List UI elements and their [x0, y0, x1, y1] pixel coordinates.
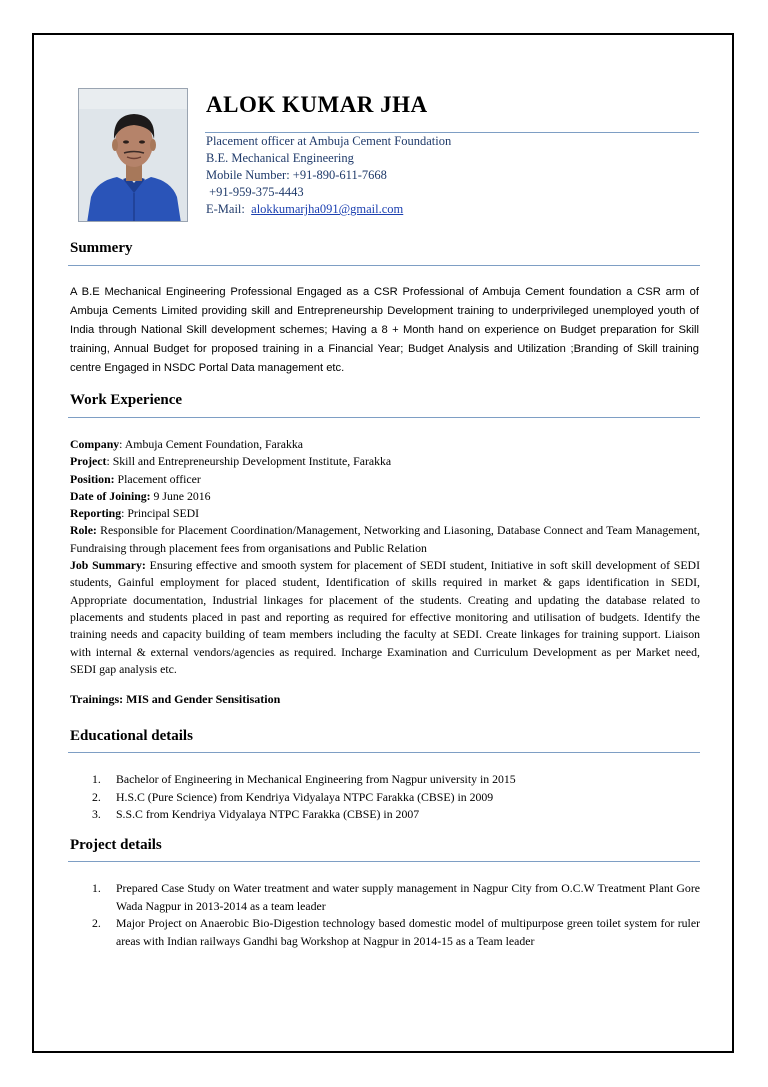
education-divider	[68, 752, 700, 753]
job-summary-label: Job Summary:	[70, 558, 146, 573]
candidate-name: ALOK KUMAR JHA	[206, 92, 428, 117]
list-number: 2.	[92, 916, 101, 930]
email-link[interactable]: alokkumarjha091@gmail.com	[251, 202, 404, 216]
project-item-text: Major Project on Anaerobic Bio-Digestion technology based domestic model of multipurpose green toilet system for ruler areas with Indian railways Gandhi bag Workshop at Nagpur in 2014-15 as a Team leader	[116, 916, 700, 948]
email-label: E-Mail:	[206, 202, 252, 216]
work-experience-divider	[68, 417, 700, 418]
list-number: 1.	[92, 772, 101, 786]
project-list	[70, 880, 700, 950]
company-line	[70, 436, 700, 453]
list-item	[92, 771, 700, 789]
project-label: Project	[70, 454, 107, 469]
position-line	[70, 471, 700, 488]
list-item	[92, 789, 700, 807]
profile-photo	[78, 88, 188, 222]
joining-date-label: Date of Joining:	[70, 488, 151, 503]
trainings-line: Trainings: MIS and Gender Sensitisation	[70, 692, 281, 706]
education-item-text: H.S.C (Pure Science) from Kendriya Vidyalaya NTPC Farakka (CBSE) in 2009	[116, 789, 494, 804]
job-summary-line	[70, 557, 700, 678]
current-position: Placement officer at Ambuja Cement Foundation	[206, 134, 452, 148]
project-details-heading: Project details	[70, 837, 162, 853]
email-row	[206, 201, 451, 218]
project-value: : Skill and Entrepreneurship Development Institute, Farakka	[106, 454, 392, 469]
education-item-text: Bachelor of Engineering in Mechanical Engineering from Nagpur university in 2015	[116, 772, 516, 786]
position-label: Position:	[70, 471, 115, 486]
degree: B.E. Mechanical Engineering	[206, 151, 354, 165]
summary-text: A B.E Mechanical Engineering Professional Engaged as a CSR Professional of Ambuja Cement foundation a CSR arm of Ambuja Cements Limited providing skill and Entrepreneurship Development training to underprivileged unemployed youth of India through National Skill development schemes; Having a 8 + Month hand on experience on Budget preparation for Skill training, Annual Budget for proposed training in a Financial Year; Budget Analysis and Utilization ;Branding of Skill training centre Engaged in NSDC Portal Data management etc.	[70, 286, 699, 374]
reporting-label: Reporting	[70, 506, 122, 521]
work-experience-heading: Work Experience	[70, 392, 183, 408]
company-value: : Ambuja Cement Foundation, Farakka	[119, 437, 303, 451]
joining-date-line	[70, 488, 700, 505]
project-details-divider	[68, 861, 700, 862]
list-number: 3.	[92, 807, 101, 821]
role-label: Role:	[70, 523, 97, 538]
contact-block	[206, 133, 451, 218]
position-value: Placement officer	[114, 471, 201, 486]
list-item	[92, 915, 700, 950]
education-item-text: S.S.C from Kendriya Vidyalaya NTPC Farakka (CBSE) in 2007	[116, 807, 420, 821]
mobile-number: Mobile Number: +91-890-611-7668	[206, 168, 387, 182]
list-item	[92, 806, 700, 824]
job-summary-value: Ensuring effective and smooth system for placement of SEDI student, Initiative in soft skill development of SEDI students, Gainful employment for placed student, Identification of skills required in market & gaps identification in SEDI, Appropriate documentation, Industrial linkages for placement of the students. Creating and updating the database related to placements and students placed in past and reporting as required for effective monitoring and utilisation of budgets. Identify the training needs and capacity building of team members including the faculty at SEDI. Create linkages for training support. Liaison with internal & external vendors/agencies as required. Incharge Examination and Curriculum Development as per Market need, SEDI gap analysis etc.	[70, 558, 700, 676]
project-item-text: Prepared Case Study on Water treatment and water supply management in Nagpur City from O.C.W Treatment Plant Gore Wada Nagpur in 2013-2014 as a team leader	[116, 881, 700, 913]
reporting-value: : Principal SEDI	[121, 506, 200, 521]
summary-heading: Summery	[70, 240, 133, 256]
role-value: Responsible for Placement Coordination/Management, Networking and Liasoning, Database Connect and Team Management, Fundraising through placement fees from organisations and Public Relation	[70, 523, 700, 555]
list-number: 2.	[92, 789, 101, 804]
role-line	[70, 522, 700, 557]
list-item	[92, 880, 700, 915]
company-label: Company	[70, 437, 120, 451]
joining-date-value: 9 June 2016	[150, 488, 211, 503]
education-list	[70, 771, 700, 824]
list-number: 1.	[92, 881, 101, 895]
project-line	[70, 453, 700, 470]
work-experience-details	[70, 436, 700, 678]
education-heading: Educational details	[70, 728, 193, 744]
person-photo-image	[79, 89, 188, 222]
alternate-mobile-number: +91-959-375-4443	[206, 185, 304, 199]
summary-divider	[68, 265, 700, 266]
reporting-line	[70, 505, 700, 522]
